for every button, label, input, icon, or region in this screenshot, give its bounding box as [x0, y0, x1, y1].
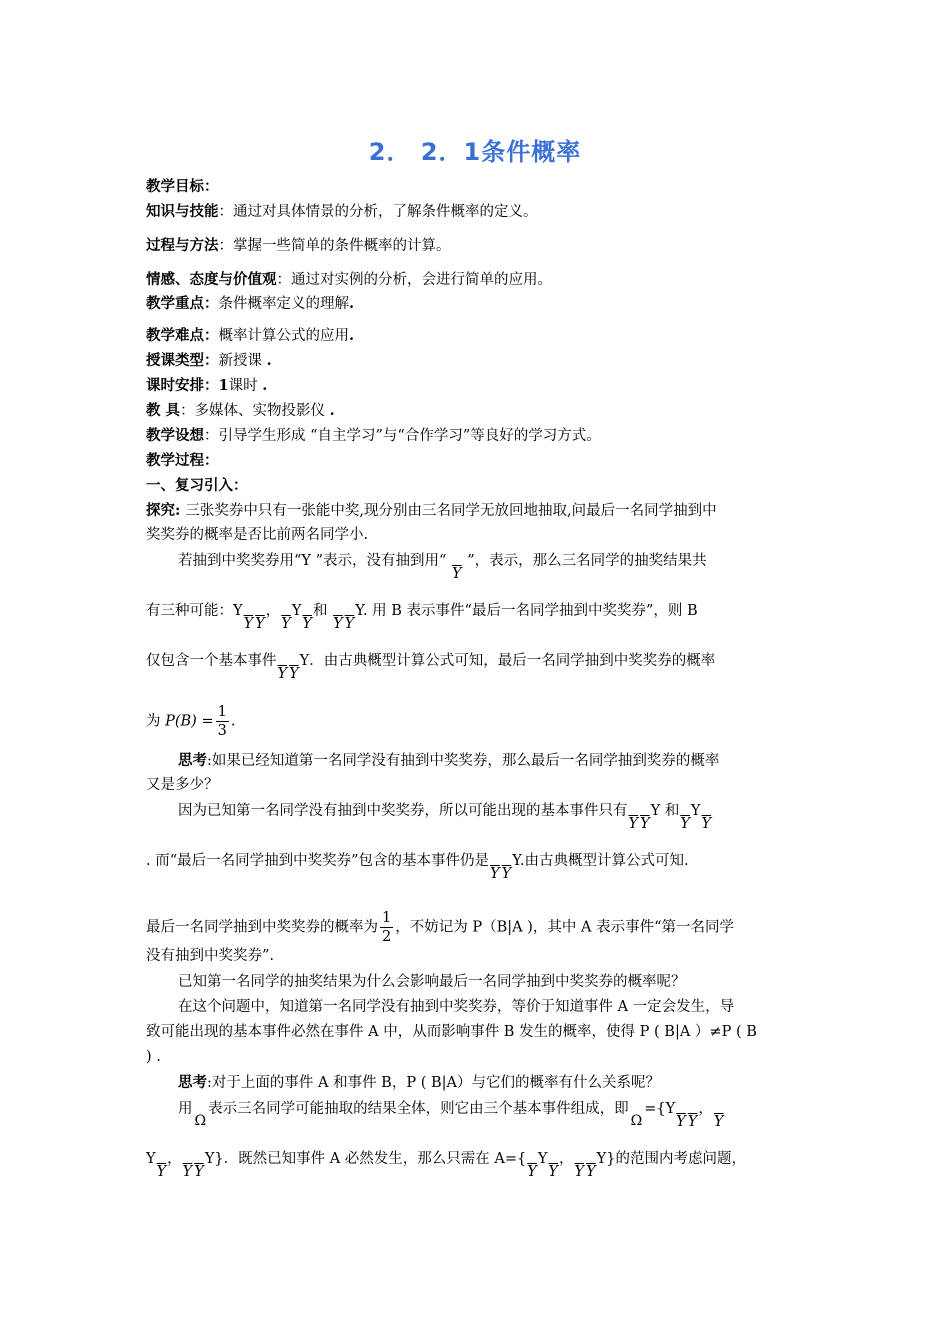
fraction-one-half: $\frac{1}{2}$ [382, 910, 392, 945]
idea-line: 教学设想：引导学生形成 “自主学习”与“合作学习”等良好的学习方式。 [146, 427, 601, 444]
para-10-line-2: 致可能出现的基本事件必然在事件 A 中，从而影响事件 B 发生的概率，使得 P ( B|A ）≠P ( B [146, 1024, 757, 1040]
key-point-line: 教学重点：条件概率定义的理解. [146, 295, 355, 312]
omega-symbol: Ω [194, 1113, 207, 1129]
fraction-one-third: $\frac{1}{3}$ [217, 704, 227, 739]
para-3: 仅包含一个基本事件$\overline{Y}$ $\overline{Y}Y$．由古典概型计算公式可知，最后一名同学抽到中奖奖券的概率 [146, 653, 716, 682]
hours-line: 课时安排：1课时 . [146, 377, 268, 394]
para-6: . 而“最后一名同学抽到中奖奖券”包含的基本事件仍是$\overline{Y}$ $\overline{Y}Y$.由古典概型计算公式可知. [146, 853, 689, 882]
page-title: 2． 2．1条件概率 [368, 138, 582, 166]
explore-line-2: 奖奖券的概率是否比前两名同学小. [146, 527, 369, 543]
para-10-line-1: 在这个问题中，知道第一名同学没有抽到中奖奖券，等价于知道事件 A 一定会发生，导 [178, 999, 735, 1015]
think-1-line-1: 思考:如果已经知道第一名同学没有抽到中奖奖券，那么最后一名同学抽到奖券的概率 [178, 752, 720, 769]
process-line: 过程与方法：掌握一些简单的条件概率的计算。 [146, 237, 451, 254]
difficulty-line: 教学难点：概率计算公式的应用. [146, 327, 355, 344]
para-12: $Y\overline{Y}$，$\overline{Y}$ $\overline{Y}Y$}．既然已知事件 A 必然发生，那么只需在 $A=\{\overline{Y}Y\overline{Y}$，$\overline{Y}$ $\overline{Y}Y$}的范围内考虑问题， [146, 1151, 746, 1180]
objectives-heading: 教学目标： [146, 178, 219, 195]
think-2-line: 思考:对于上面的事件 A 和事件 B，P ( B|A）与它们的概率有什么关系呢？ [178, 1074, 660, 1091]
tools-line: 教 具：多媒体、实物投影仪 . [146, 402, 335, 419]
knowledge-line: 知识与技能：通过对具体情景的分析，了解条件概率的定义。 [146, 203, 538, 220]
emotion-line: 情感、态度与价值观：通过对实例的分析，会进行简单的应用。 [146, 271, 552, 288]
lesson-type-line: 授课类型：新授课 . [146, 352, 272, 369]
section-review-heading: 一、复习引入： [146, 477, 248, 494]
para-10-line-3: ) . [146, 1049, 161, 1065]
para-2: 有三种可能：$Y\overline{Y}$ $\overline{Y}$，$\overline{Y}Y\overline{Y}$和 $\overline{Y}$ $\overline{Y}Y$. 用 B 表示事件“最后一名同学抽到中奖奖券”，则 B [146, 603, 698, 632]
process-heading: 教学过程： [146, 452, 219, 469]
think-1-line-2: 又是多少？ [146, 777, 219, 793]
omega-symbol: Ω [630, 1113, 643, 1129]
para-8: 没有抽到中奖奖券”. [146, 948, 275, 964]
para-4: 为 P(B) = $\frac{1}{3}$ . [146, 704, 236, 739]
para-11: 用Ω表示三名同学可能抽取的结果全体，则它由三个基本事件组成，即$\Omega=\{Y\overline{Y}$ $\overline{Y}$，$\overline{Y}$ [178, 1101, 724, 1130]
para-7: 最后一名同学抽到中奖奖券的概率为 $\frac{1}{2}$ ，不妨记为 P（B|A )，其中 A 表示事件“第一名同学 [146, 910, 734, 945]
para-1: 若抽到中奖奖券用“Y ”表示，没有抽到用“ $\overline{Y}$ ”，表示，那么三名同学的抽奖结果共 [178, 553, 707, 582]
para-9: 已知第一名同学的抽奖结果为什么会影响最后一名同学抽到中奖奖券的概率呢？ [178, 974, 686, 990]
explore-line-1: 探究: 三张奖券中只有一张能中奖,现分别由三名同学无放回地抽取,问最后一名同学抽到中 [146, 502, 717, 519]
para-5: 因为已知第一名同学没有抽到中奖奖券，所以可能出现的基本事件只有$\overline{Y}$ $\overline{Y}Y$ 和$\overline{Y}Y\overline{Y}$ [178, 803, 712, 832]
